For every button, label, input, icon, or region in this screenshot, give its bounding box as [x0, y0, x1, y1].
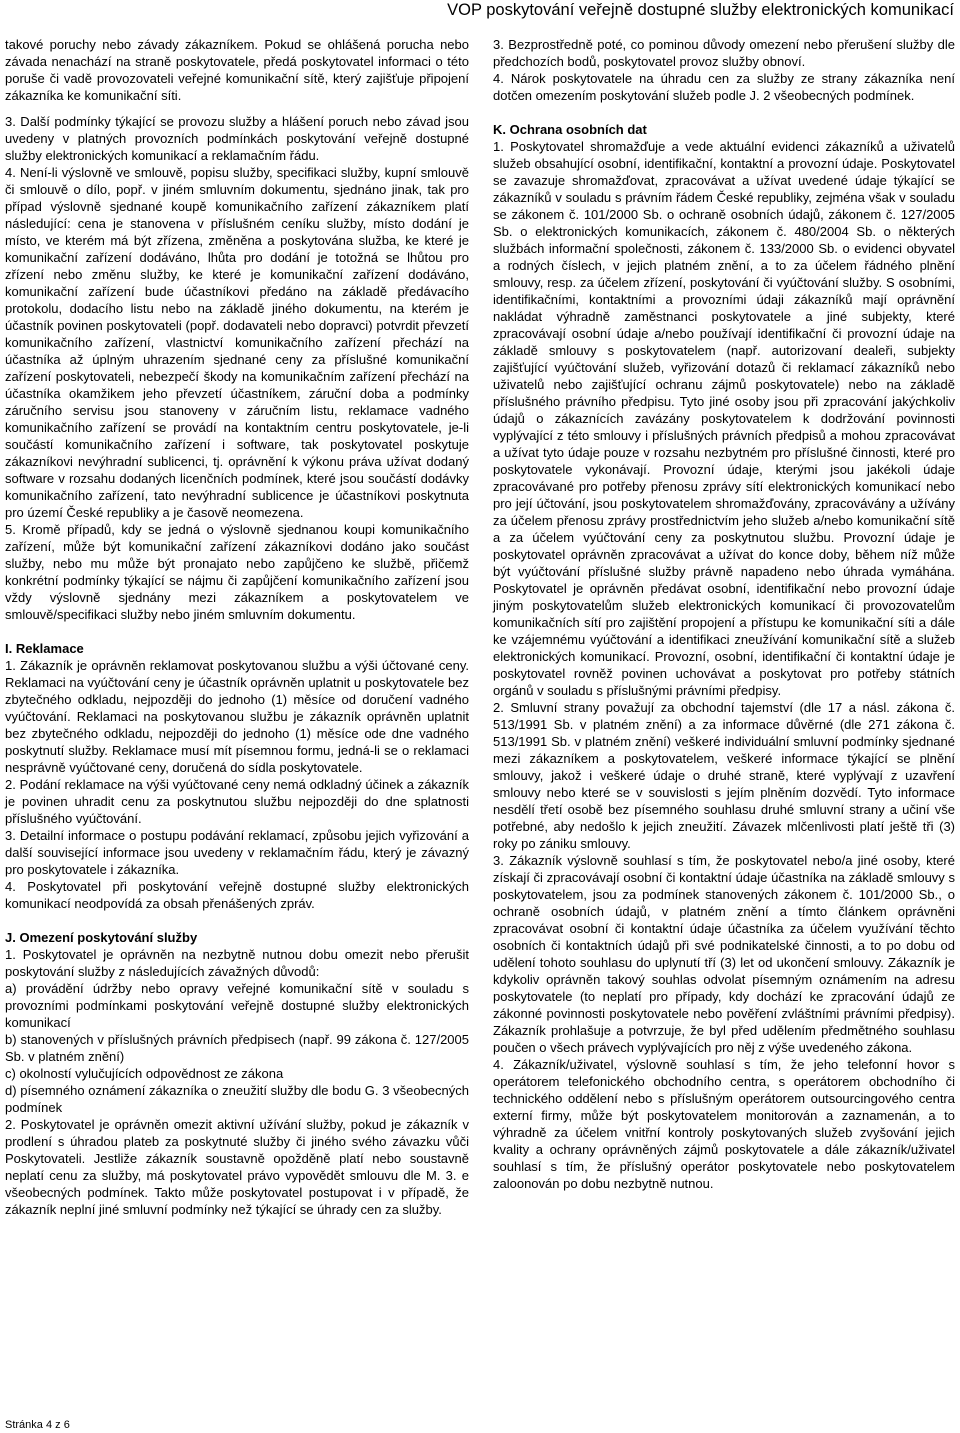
left-column [5, 36, 469, 1218]
section-heading-omezeni: J. Omezení poskytování služby [5, 929, 198, 945]
paragraph: 2. Podání reklamace na výši vyúčtované ceny nemá odkladný účinek a zákazník je povinen uhradit cenu za poskytnutou službu nejpozději do dne splatnosti příslušného vyúčtování. [5, 776, 469, 826]
paragraph: 3. Další podmínky týkající se provozu služby a hlášení poruch nebo závad jsou uvedeny v platných provozních podmínkách poskytování veřejně dostupné služby elektronických komunikací a reklamačním řádu. [5, 113, 469, 163]
paragraph: 3. Zákazník výslovně souhlasí s tím, že poskytovatel nebo/a jiné osoby, které získají či zpracovávají osobní či kontaktní údaje účastníka na základě smlouvy s poskytovatelem, jsou za podmínek stanovených zákonem č. 101/2000 Sb., o ochraně osobních údajů, v platném znění a tímto článkem oprávněni zpracovávat osobní či kontaktní údaje účastníka za účelem využívání těchto osobních či kontaktních údajů při své podnikatelské činnosti, a to po dobu od udělení tohoto souhlasu do uplynutí tří (3) let od ukončení smlouvy. Zákazník je kdykoliv oprávněn takový souhlas odvolat písemným oznámením na adresu poskytovatele (to neplatí pro případy, kdy dochází ke zpracování údajů ze zákonné povinnosti poskytovatele nebo pověření zvláštními právními předpisy). Zákazník prohlašuje a potvrzuje, že byl před udělením předmětného souhlasu poučen o všech právech vyplývajících pro něj z výše uvedeného zákona. [493, 853, 955, 1055]
list-item: d) písemného oznámení zákazníka o zneužití služby dle bodu G. 3 všeobecných podmínek [5, 1082, 469, 1115]
paragraph: takové poruchy nebo závady zákazníkem. Pokud se ohlášená porucha nebo závada nenachází na straně poskytovatele, předá poskytovatel informaci o této poruše či vadě provozovateli veřejné komunikační sítě, který zajišťuje připojení zákazníka ke komunikační síti. [5, 37, 469, 103]
list-item: c) okolností vylučujících odpovědnost ze zákona [5, 1065, 284, 1081]
paragraph: 4. Poskytovatel při poskytování veřejně dostupné služby elektronických komunikací neodpovídá za obsah přenášených zpráv. [5, 878, 469, 911]
paragraph: 1. Zákazník je oprávněn reklamovat poskytovanou službu a výši účtované ceny. Reklamaci na vyúčtování ceny je účastník oprávněn uplatnit u poskytovatele bez zbytečného odkladu, nejpozději do jednoho (1) měsíce od doručení vadného vyúčtování. Reklamaci na poskytovanou službu je zákazník oprávněn uplatnit bez zbytečného odkladu, nejpozději do jednoho (1) měsíce ode dne vadného poskytnutí služby. Reklamace musí mít písemnou formu, jedná-li se o reklamaci nesprávně vyúčtované ceny, doručená do sídla poskytovatele. [5, 657, 469, 775]
paragraph: 2. Smluvní strany považují za obchodní tajemství (dle 17 a násl. zákona č. 513/1991 Sb. v platném znění) a za informace důvěrné (dle 271 zákona č. 513/1991 Sb. v platném znění) veškeré individuální smluvní podmínky sjednané mezi zákazníkem a poskytovatelem, veškeré informace týkající se plnění smlouvy, jakož i veškeré údaje o druhé straně, které vyplývají z uzavření smlouvy nebo které se v souvislosti s jejím plněním dozvědí. Tyto informace nesdělí třetí osobě bez písemného souhlasu druhé smluvní strany a učiní vše potřebné, aby nedošlo k jejich zneužití. Závazek mlčenlivosti platí ještě tři (3) roky po zániku smlouvy. [493, 700, 955, 851]
paragraph: 1. Poskytovatel shromažďuje a vede aktuální evidenci zákazníků a uživatelů služeb obsahující osobní, identifikační, kontaktní a provozní údaje. Poskytovatel se zavazuje shromažďovat, zpracovávat a užívat uvedené údaje týkající se zákazníků v souladu s právním řádem České republiky, zejména však v souladu se zákonem č. 101/2000 Sb. o ochraně osobních údajů, zákonem č. 127/2005 Sb. o elektronických komunikacích, zákonem č. 480/2004 Sb. o některých službách informační společnosti, zákonem č. 133/2000 Sb. o evidenci obyvatel a rodných číslech, v jejich platném znění, a to za účelem řádného plnění smlouvy, resp. za účelem zřízení, poskytování či vyúčtování služby. S osobními, identifikačními, kontaktními a provozními údaji zákazníků mají oprávnění nakládat výhradně zaměstnanci poskytovatele a jiné subjekty, které zpracovávají osobní údaje a/nebo používají identifikační či provozní údaje na základě smlouvy s poskytovatelem (např. autorizovaní dealeři, subjekty zajišťující vyúčtování služeb, vyřizování dotazů či reklamací zákazníků nebo uživatelů nebo zajišťující ochranu zájmů poskytovatele) nebo na základě příslušného právního předpisu. Tyto jiné osoby jsou při zpracování jakýchkoliv údajů o zákaznících zavázány poskytovatelem k dodržování povinnosti vyplývající z této smlouvy i příslušných právních předpisů a mohou zpracovávat a užívat tyto údaje pouze v rozsahu nezbytném pro příslušné činnosti, které pro poskytovatele vykonávají. Provozní údaje, kterými jsou jakékoli údaje zpracovávané pro potřeby přenosu zprávy sítí elektronických komunikací nebo pro její účtování, jsou poskytovatelem shromažďovány, zpracovávány a užívány za účelem přenosu zprávy prostřednictvím jeho služeb a/nebo komunikační sítě a za účelem vyúčtování ceny za poskytnutou službu. Provozní údaje je poskytovatel oprávněn zpracovávat a užívat do konce doby, během níž může být vyúčtování příslušné služby právně napadeno nebo úhrada vymáhána. Poskytovatel je oprávněn předávat osobní, identifikační nebo provozní údaje jiným poskytovatelům služeb elektronických komunikací či provozovatelům komunikačních sítí pro zajištění propojení a přístupu ke komunikační síti a dále ke vzájemnému vyúčtování a identifikaci zneužívání komunikační sítě a služeb elektronických komunikací. Provozní, osobní, identifikační či kontaktní údaje je poskytovatel rovněž povinen uchovávat a poskytovat pro potřeby státních orgánů v souladu s příslušnými právními předpisy. [493, 139, 955, 698]
section-heading-ochrana: K. Ochrana osobních dat [493, 122, 647, 137]
right-column [493, 36, 955, 1192]
list-item: b) stanovených v příslušných právních předpisech (např. 99 zákona č. 127/2005 Sb. v platném znění) [5, 1031, 469, 1064]
paragraph: 5. Kromě případů, kdy se jedná o výslovně sjednanou koupi komunikačního zařízení, může být komunikační zařízení zákazníkovi dodáno jako součást služby, nebo mu může být pronajato nebo zapůjčeno ke službě, přičemž konkrétní podmínky týkající se nájmu či zapůjčení komunikačního zařízení jsou vždy výslovně sjednány mezi zákazníkem a poskytovatelem ve smlouvě/specifikaci služby nebo jiném smluvním dokumentu. [5, 521, 469, 622]
document-header: VOP poskytování veřejně dostupné služby elektronických komunikací [447, 1, 954, 19]
list-item: a) provádění údržby nebo opravy veřejné komunikační sítě v souladu s provozními podmínkami poskytování veřejně dostupné služby elektronických komunikací [5, 980, 469, 1030]
paragraph: 4. Nárok poskytovatele na úhradu cen za služby ze strany zákazníka není dotčen omezením poskytování služeb podle J. 2 všeobecných podmínek. [493, 71, 955, 103]
section-heading-reklamace: I. Reklamace [5, 640, 84, 656]
paragraph: 2. Poskytovatel je oprávněn omezit aktivní užívání služby, pokud je zákazník v prodlení s úhradou plateb za poskytnuté služby či jiného svého závazku vůči Poskytovateli. Jestliže zákazník soustavně opožděně platí nebo soustavně neplatí cenu za služby, má poskytovatel právo vypovědět smlouvu dle M. 3. e všeobecných podmínek. Takto může poskytovatel postupovat i v případě, že zákazník neplní jiné smluvní podmínky než týkající se úhrady cen za služby. [5, 1116, 469, 1217]
paragraph: 4. Není-li výslovně ve smlouvě, popisu služby, specifikaci služby, kupní smlouvě či smlouvě o dílo, popř. v jiném smluvním dokumentu, sjednáno jinak, tak pro případ výslovně sjednané koupě komunikačního zařízení zákazníkem platí následující: cena je stanovena v příslušném ceníku služby, místo dodání je místo, ve kterém má být zřízena, změněna a poskytována služba, ke které je komunikační zařízení dodáváno, lhůta pro dodání je totožná se lhůtou pro zřízení nebo změnu služby, ke které je komunikační zařízení dodáváno, komunikační zařízení bude účastníkovi předáno na základě předávacího protokolu, dodacího listu nebo na základě jiného dokumentu, na kterém je účastník povinen poskytovateli (popř. dodavateli nebo dopravci) potvrdit převzetí komunikačního zařízení, vlastnictví komunikačního zařízení přechází na účastníka až úplným uhrazením sjednané ceny za příslušné komunikační zařízení poskytovateli, nebezpečí škody na komunikačním zařízení přechází na účastníka okamžikem jeho převzetí účastníkem, záruční doba a podmínky záručního servisu jsou stanoveny v záručním listu, reklamace vadného komunikačního zařízení se provádí na kontaktním centru poskytovatele, je-li součástí komunikačního zařízení i software, tak poskytovatel poskytuje zákazníkovi nevýhradní sublicenci, tj. oprávnění k výkonu práva užívat dodaný software v rozsahu dodaných licenčních podmínek, které jsou součástí dodávky komunikačního zařízení, tato nevýhradní sublicence je účastníkovi poskytnuta pro území České republiky a je časově neomezena. [5, 164, 469, 520]
paragraph: 4. Zákazník/uživatel, výslovně souhlasí s tím, že jeho telefonní hovor s operátorem telefonického obchodního centra, s operátorem obchodního či technického oddělení nebo s příslušným operátorem outsourcingového centra externí firmy, může být poskytovatelem monitorován a zaznamenán, a to výhradně za účelem vnitřní kontroly poskytovaných služeb zvyšování jejich kvality a ochrany oprávněných zájmů poskytovatele a dále zákazník/uživatel souhlasí s tím, že příslušný operátor poskytovatele nebo poskytovatelem zaloonován po dobu nezbytně nutnou. [493, 1057, 955, 1191]
paragraph: 1. Poskytovatel je oprávněn na nezbytně nutnou dobu omezit nebo přerušit poskytování služby z následujících závažných důvodů: [5, 946, 469, 979]
page-number: Stránka 4 z 6 [5, 1419, 70, 1431]
paragraph: 3. Detailní informace o postupu podávání reklamací, způsobu jejich vyřizování a další související informace jsou uvedeny v reklamačním řádu, který je závazný pro poskytovatele i zákazníka. [5, 827, 469, 877]
paragraph: 3. Bezprostředně poté, co pominou důvody omezení nebo přerušení služby dle předchozích bodů, poskytovatel provoz služby obnoví. [493, 37, 955, 69]
